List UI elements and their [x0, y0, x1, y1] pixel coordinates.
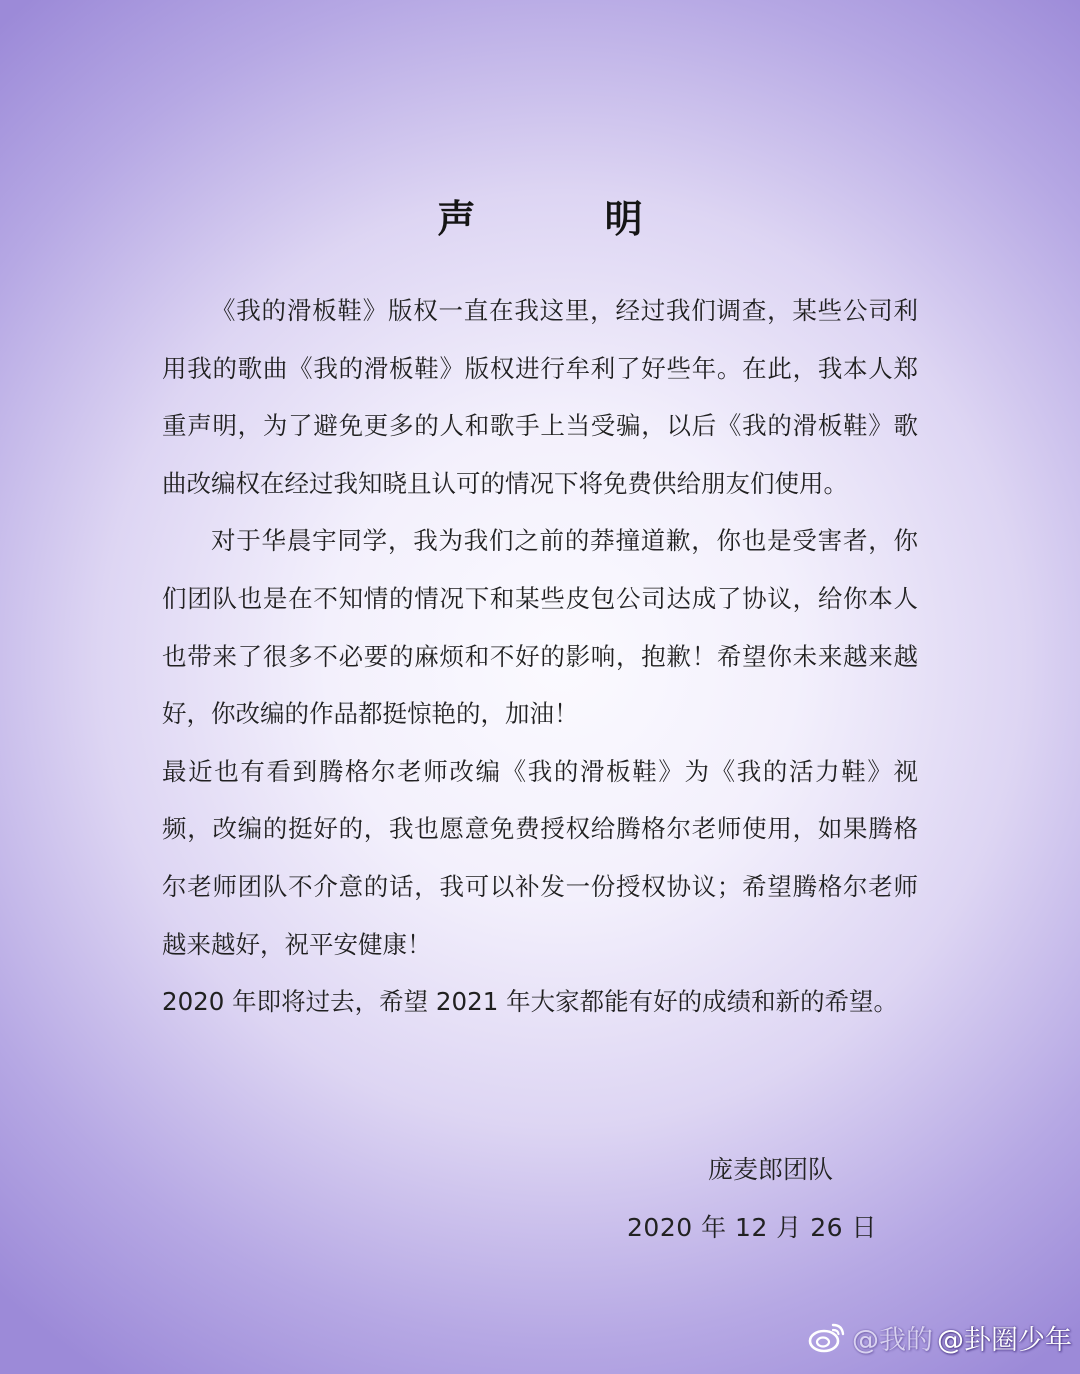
paragraph-new-year: 2020 年即将过去，希望 2021 年大家都能有好的成绩和新的希望。 [162, 987, 899, 1017]
document-date: 2020 年 12 月 26 日 [627, 1213, 877, 1242]
document-title: 声 明 [437, 196, 701, 241]
weibo-watermark [808, 1314, 1072, 1360]
watermark-faint-text: @我的 [852, 1324, 933, 1356]
paragraph-authorization: 最近也有看到腾格尔老师改编《我的滑板鞋》为《我的活力鞋》视频，改编的挺好的，我也愿意免费授权给腾格尔老师使用，如果腾格尔老师团队不介意的话，我可以补发一份授权协议；希望腾格尔老师越来越好，祝平安健康！ [162, 756, 918, 959]
watermark-text: @卦圈少年 [937, 1324, 1072, 1356]
document-body [162, 282, 918, 1031]
signature: 庞麦郎团队 [707, 1155, 833, 1184]
paragraph-apology: 对于华晨宇同学，我为我们之前的莽撞道歉，你也是受害者，你们团队也是在不知情的情况下和某些皮包公司达成了协议，给你本人也带来了很多不必要的麻烦和不好的影响，抱歉！希望你未来越来越好，你改编的作品都挺惊艳的，加油！ [162, 526, 918, 729]
weibo-icon [808, 1321, 846, 1353]
paragraph-copyright: 《我的滑板鞋》版权一直在我这里，经过我们调查，某些公司利用我的歌曲《我的滑板鞋》版权进行牟利了好些年。在此，我本人郑重声明，为了避免更多的人和歌手上当受骗，以后《我的滑板鞋》歌曲改编权在经过我知晓且认可的情况下将免费供给朋友们使用。 [162, 296, 918, 498]
